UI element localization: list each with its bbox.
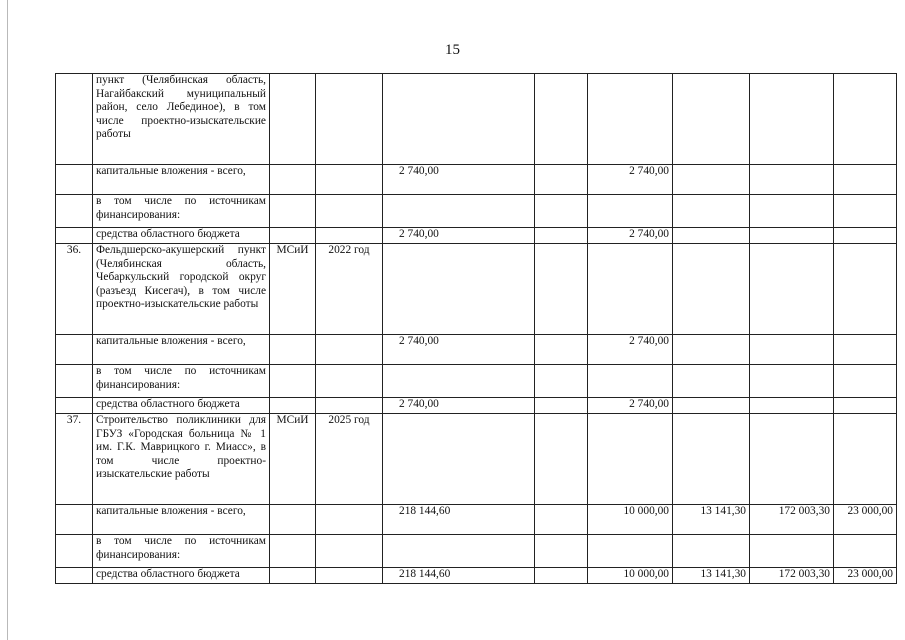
cell-no	[56, 505, 93, 535]
cell-v2	[535, 165, 588, 195]
cell-v4	[673, 74, 750, 165]
cell-v2	[535, 195, 588, 228]
cell-v5	[750, 195, 834, 228]
cell-year	[316, 365, 383, 398]
cell-exec	[270, 165, 316, 195]
table-row	[56, 535, 897, 568]
page-number: 15	[445, 42, 460, 58]
cell-v6: 23 000,00	[834, 568, 897, 584]
cell-v1	[383, 535, 535, 568]
cell-v2	[535, 568, 588, 584]
cell-v4	[673, 195, 750, 228]
cell-exec	[270, 505, 316, 535]
cell-no	[56, 568, 93, 584]
cell-exec	[270, 535, 316, 568]
cell-name: средства областного бюджета	[93, 568, 270, 584]
cell-v2	[535, 398, 588, 414]
table-row	[56, 505, 897, 535]
cell-name: в том числе по источникам финансирования:	[93, 365, 270, 398]
table-row	[56, 568, 897, 584]
cell-no	[56, 165, 93, 195]
cell-name: Фельдшерско-акушерский пункт (Челябинская область, Чебаркульский городской округ (разъезд Кисегач), в том числе проектно-изыскательские работы	[93, 244, 270, 335]
cell-v3	[588, 195, 673, 228]
cell-v3	[588, 365, 673, 398]
cell-v5: 172 003,30	[750, 505, 834, 535]
cell-exec	[270, 335, 316, 365]
cell-v2	[535, 365, 588, 398]
cell-v4	[673, 414, 750, 505]
cell-exec: МСиИ	[270, 244, 316, 335]
cell-exec	[270, 398, 316, 414]
cell-v1	[383, 74, 535, 165]
cell-name: в том числе по источникам финансирования:	[93, 195, 270, 228]
cell-v5	[750, 228, 834, 244]
cell-v3: 2 740,00	[588, 398, 673, 414]
cell-v5	[750, 165, 834, 195]
cell-v4	[673, 165, 750, 195]
budget-table	[55, 73, 897, 584]
cell-v6	[834, 195, 897, 228]
cell-year	[316, 195, 383, 228]
cell-v3	[588, 414, 673, 505]
cell-exec	[270, 568, 316, 584]
cell-year	[316, 535, 383, 568]
cell-name: пункт (Челябинская область, Нагайбакский муниципальный район, село Лебединое), в том числе проектно-изыскательские работы	[93, 74, 270, 165]
cell-year	[316, 505, 383, 535]
cell-name: Строительство поликлиники для ГБУЗ «Городская больница № 1 им. Г.К. Маврицкого г. Миасс», в том числе проектно-изыскательские работы	[93, 414, 270, 505]
table-row	[56, 335, 897, 365]
cell-no	[56, 535, 93, 568]
table-row	[56, 244, 897, 335]
cell-v1	[383, 365, 535, 398]
cell-exec	[270, 195, 316, 228]
cell-v5	[750, 535, 834, 568]
cell-v5	[750, 414, 834, 505]
cell-v1: 218 144,60	[383, 568, 535, 584]
cell-year	[316, 398, 383, 414]
cell-v6	[834, 228, 897, 244]
cell-v6	[834, 535, 897, 568]
cell-year: 2025 год	[316, 414, 383, 505]
cell-v1: 218 144,60	[383, 505, 535, 535]
cell-year: 2022 год	[316, 244, 383, 335]
cell-v5	[750, 244, 834, 335]
cell-v3: 2 740,00	[588, 335, 673, 365]
cell-v4	[673, 244, 750, 335]
cell-v4	[673, 335, 750, 365]
cell-exec: МСиИ	[270, 414, 316, 505]
cell-v6	[834, 74, 897, 165]
cell-v6	[834, 365, 897, 398]
cell-v4: 13 141,30	[673, 568, 750, 584]
cell-v5	[750, 365, 834, 398]
scan-edge-line	[7, 0, 8, 640]
cell-no	[56, 74, 93, 165]
cell-v6	[834, 414, 897, 505]
cell-v4	[673, 228, 750, 244]
cell-v3: 10 000,00	[588, 568, 673, 584]
table-row	[56, 414, 897, 505]
cell-v1	[383, 414, 535, 505]
cell-v4	[673, 365, 750, 398]
table-row	[56, 398, 897, 414]
cell-no	[56, 335, 93, 365]
cell-v6	[834, 244, 897, 335]
cell-v2	[535, 228, 588, 244]
table-row	[56, 165, 897, 195]
cell-v6	[834, 335, 897, 365]
table-row	[56, 365, 897, 398]
cell-v3	[588, 535, 673, 568]
cell-v4: 13 141,30	[673, 505, 750, 535]
cell-v4	[673, 535, 750, 568]
cell-year	[316, 74, 383, 165]
cell-v2	[535, 535, 588, 568]
cell-v3	[588, 244, 673, 335]
cell-year	[316, 165, 383, 195]
cell-name: капитальные вложения - всего,	[93, 335, 270, 365]
cell-v3: 2 740,00	[588, 165, 673, 195]
cell-v1: 2 740,00	[383, 228, 535, 244]
table-row	[56, 74, 897, 165]
cell-v6: 23 000,00	[834, 505, 897, 535]
cell-v3: 2 740,00	[588, 228, 673, 244]
cell-v1: 2 740,00	[383, 398, 535, 414]
cell-exec	[270, 228, 316, 244]
cell-v3	[588, 74, 673, 165]
cell-no: 36.	[56, 244, 93, 335]
cell-year	[316, 568, 383, 584]
cell-name: в том числе по источникам финансирования:	[93, 535, 270, 568]
cell-name: средства областного бюджета	[93, 398, 270, 414]
cell-v5: 172 003,30	[750, 568, 834, 584]
cell-exec	[270, 74, 316, 165]
cell-v4	[673, 398, 750, 414]
cell-v2	[535, 74, 588, 165]
cell-v1: 2 740,00	[383, 165, 535, 195]
cell-no	[56, 228, 93, 244]
cell-v2	[535, 335, 588, 365]
table-body	[56, 74, 897, 584]
cell-no	[56, 365, 93, 398]
cell-v2	[535, 244, 588, 335]
cell-v5	[750, 398, 834, 414]
cell-v2	[535, 505, 588, 535]
cell-v6	[834, 165, 897, 195]
cell-v2	[535, 414, 588, 505]
cell-year	[316, 228, 383, 244]
cell-v1	[383, 195, 535, 228]
cell-name: капитальные вложения - всего,	[93, 505, 270, 535]
cell-v6	[834, 398, 897, 414]
cell-v5	[750, 74, 834, 165]
table-row	[56, 228, 897, 244]
cell-v1: 2 740,00	[383, 335, 535, 365]
cell-no	[56, 195, 93, 228]
table-row	[56, 195, 897, 228]
cell-v5	[750, 335, 834, 365]
cell-name: капитальные вложения - всего,	[93, 165, 270, 195]
cell-no: 37.	[56, 414, 93, 505]
cell-v1	[383, 244, 535, 335]
cell-exec	[270, 365, 316, 398]
cell-no	[56, 398, 93, 414]
cell-year	[316, 335, 383, 365]
cell-v3: 10 000,00	[588, 505, 673, 535]
cell-name: средства областного бюджета	[93, 228, 270, 244]
